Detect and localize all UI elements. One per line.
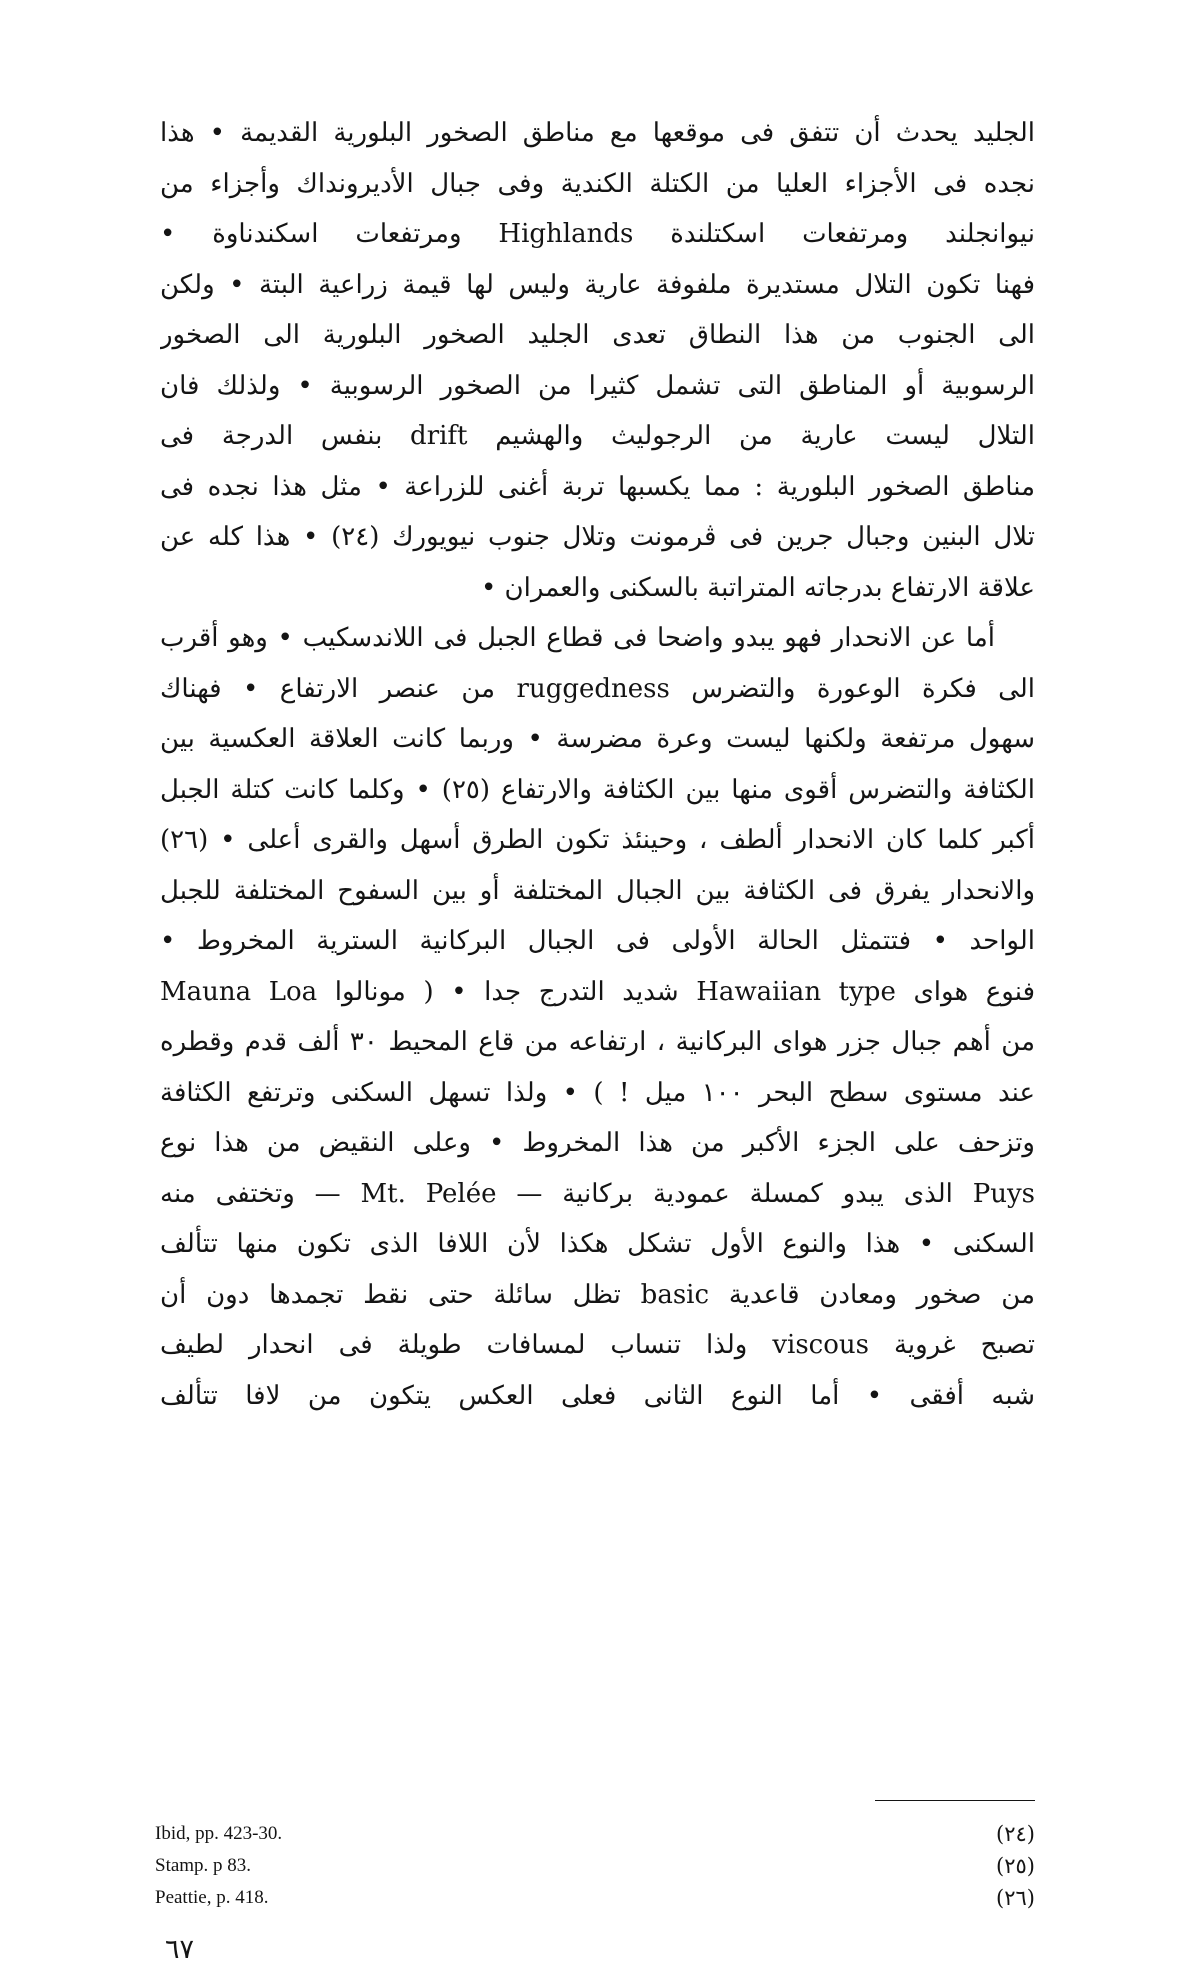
text-line: تلال البنين وجبال جرين فى ڤرمونت وتلال جنوب نيويورك (٢٤) • هذا كله عن [160,522,1035,552]
text-line: السكنى • هذا والنوع الأول تشكل هكذا لأن اللافا الذى تكون منها تتألف [160,1229,1035,1259]
text-line: الكثافة والتضرس أقوى منها بين الكثافة والارتفاع (٢٥) • وكلما كانت كتلة الجبل [160,774,1035,805]
text-line: الى الجنوب من هذا النطاق تعدى الجليد الصخور البلورية الى الصخور [160,320,1035,350]
text-line: Puys الذى يبدو كمسلة عمودية بركانية — Mt. Pelée — وتختفى منه [160,1178,1035,1209]
text-line: التلال ليست عارية من الرجوليث والهشيم drift بنفس الدرجة فى [160,421,1035,451]
footnote-number: (٢٦) [996,1886,1035,1910]
footnote-citation: Ibid, pp. 423-30. [155,1823,283,1844]
text-line: علاقة الارتفاع بدرجاته المتراتبة بالسكنى والعمران • [480,572,1035,603]
text-line: الواحد • فتتمثل الحالة الأولى فى الجبال البركانية السترية المخروط • [160,926,1035,956]
footnote-number: (٢٥) [996,1854,1035,1878]
text-line: وتزحف على الجزء الأكبر من هذا المخروط • وعلى النقيض من هذا نوع [160,1128,1035,1158]
footnote-number: (٢٤) [996,1822,1035,1846]
text-line: فنوع هواى Hawaiian type شديد التدرج جدا • ( مونالوا Mauna Loa [160,976,1035,1007]
text-line: سهول مرتفعة ولكنها ليست وعرة مضرسة • وربما كانت العلاقة العكسية بين [160,724,1035,754]
text-line: تصبح غروية viscous ولذا تنساب لمسافات طويلة فى انحدار لطيف [160,1330,1035,1360]
text-line: الجليد يحدث أن تتفق فى موقعها مع مناطق الصخور البلورية القديمة • هذا [160,118,1035,148]
text-line: شبه أفقى • أما النوع الثانى فعلى العكس يتكون من لافا تتألف [160,1380,1035,1411]
text-line: نجده فى الأجزاء العليا من الكتلة الكندية وفى جبال الأديرونداك وأجزاء من [160,168,1035,199]
text-line: والانحدار يفرق فى الكثافة بين الجبال المختلفة أو بين السفوح المختلفة للجبل [160,875,1035,906]
footnotes [155,1818,1035,1914]
text-line: الى فكرة الوعورة والتضرس ruggedness من عنصر الارتفاع • فهناك [160,673,1035,704]
text-line: أكبر كلما كان الانحدار ألطف ، وحينئذ تكون الطرق أسهل والقرى أعلى • (٢٦) [160,825,1035,855]
text-line: الرسوبية أو المناطق التى تشمل كثيرا من الصخور الرسوبية • ولذلك فان [160,370,1035,401]
text-line: أما عن الانحدار فهو يبدو واضحا فى قطاع الجبل فى اللاندسكيب • وهو أقرب [160,623,995,653]
text-line: من صخور ومعادن قاعدية basic تظل سائلة حتى نقط تجمدها دون أن [160,1279,1035,1310]
footnote-divider [875,1800,1035,1801]
footnote [155,1818,1035,1850]
page-number: ٦٧ [165,1934,195,1965]
text-line: من أهم جبال جزر هواى البركانية ، ارتفاعه من قاع المحيط ٣٠ ألف قدم وقطره [160,1027,1035,1057]
text-line: نيوانجلند ومرتفعات اسكتلندة Highlands ومرتفعات اسكندناوة • [160,219,1035,249]
footnote-citation: Stamp. p 83. [155,1855,252,1876]
footnote [155,1882,1035,1914]
text-line: عند مستوى سطح البحر ١٠٠ ميل ! ) • ولذا تسهل السكنى وترتفع الكثافة [160,1077,1035,1108]
footnote-citation: Peattie, p. 418. [155,1887,269,1908]
footnote [155,1850,1035,1882]
body-text [160,108,1035,1421]
text-line: فهنا تكون التلال مستديرة ملفوفة عارية وليس لها قيمة زراعية البتة • ولكن [160,269,1035,300]
text-line: مناطق الصخور البلورية : مما يكسبها تربة أغنى للزراعة • مثل هذا نجده فى [160,471,1035,502]
